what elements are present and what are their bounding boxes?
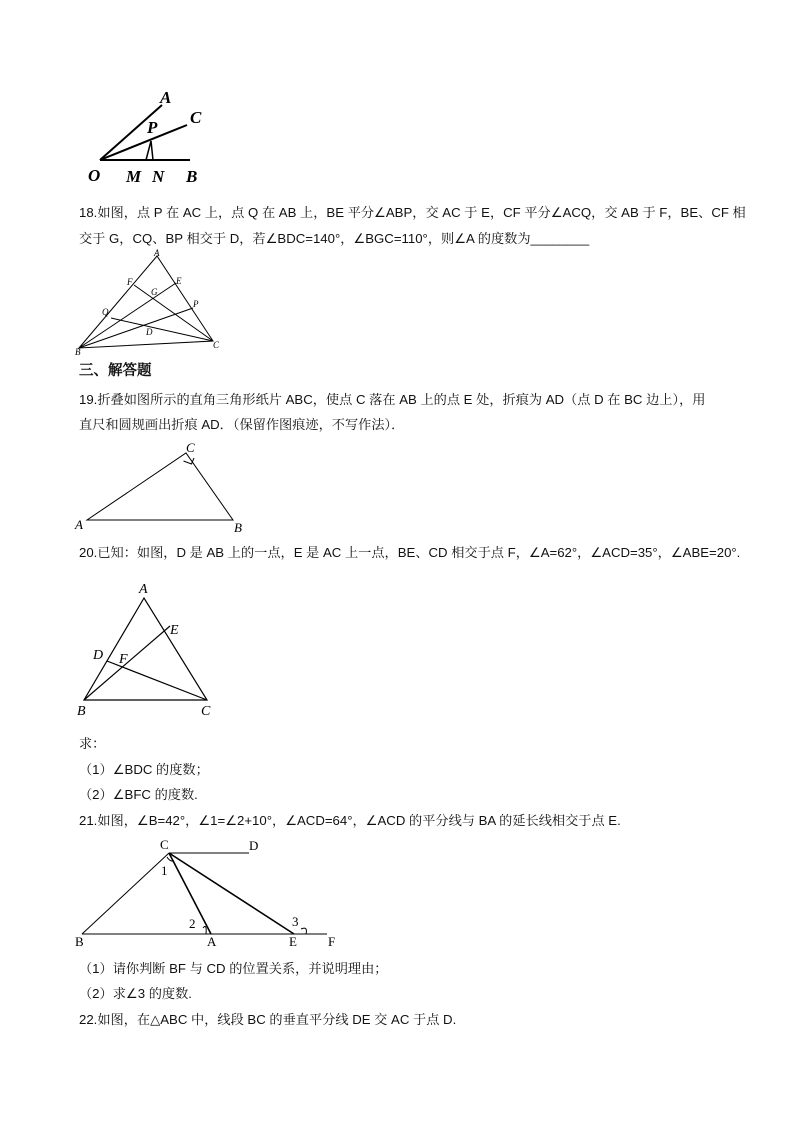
angle-2-arc (203, 926, 206, 934)
label-3: 3 (292, 914, 299, 929)
label-P: P (147, 118, 158, 137)
question-21-line-1: 21.如图，∠B=42°，∠1=∠2+10°，∠ACD=64°，∠ACD 的平分线与 BA 的延长线相交于点 E. (79, 813, 621, 828)
label-E: E (170, 623, 179, 638)
label-A: A (160, 88, 172, 107)
question-18-line-2: 交于 G，CQ、BP 相交于 D，若∠BDC=140°，∠BGC=110°，则∠A 的度数为________ (79, 231, 590, 246)
label-B: B (75, 347, 81, 357)
question-20-sub-1: （1）∠BDC 的度数； (79, 762, 209, 777)
question-20-sub-2: （2）∠BFC 的度数. (79, 787, 198, 802)
label-F: F (127, 277, 133, 287)
label-C: C (213, 340, 220, 350)
question-20-line-1: 20.已知：如图，D 是 AB 上的一点，E 是 AC 上一点，BE、CD 相交于点 F，∠A=62°，∠ACD=35°，∠ABE=20°. (79, 545, 741, 560)
section-3-title: 三、解答题 (79, 363, 152, 379)
label-M: M (126, 167, 142, 186)
triangle-ABC (87, 453, 233, 520)
label-N: N (152, 167, 165, 186)
label-B: B (77, 704, 86, 719)
label-P: P (193, 299, 199, 309)
label-E: E (176, 276, 182, 286)
label-F: F (328, 934, 336, 949)
segment-PM (146, 141, 151, 160)
label-D: D (249, 838, 259, 853)
label-C: C (186, 440, 195, 455)
segment-BE (79, 283, 176, 348)
question-19-line-1: 19.折叠如图所示的直角三角形纸片 ABC，使点 C 落在 AB 上的点 E 处，折痕为 AD（点 D 在 BC 边上），用 (79, 392, 706, 407)
label-B: B (186, 167, 198, 186)
right-angle-mark (184, 458, 195, 464)
label-1: 1 (161, 863, 168, 878)
question-22-line-1: 22.如图，在△ABC 中，线段 BC 的垂直平分线 DE 交 AC 于点 D. (79, 1012, 457, 1027)
label-D: D (93, 648, 104, 663)
label-2: 2 (189, 916, 196, 931)
figure-17-angle-diagram (80, 85, 220, 190)
angle-3-arc (301, 928, 306, 934)
question-21-sub-2: （2）求∠3 的度数. (79, 986, 192, 1001)
figure-18-triangle-diagram (72, 248, 232, 358)
question-20-ask: 求： (79, 736, 106, 751)
segment-CB (82, 853, 169, 934)
label-Q: Q (102, 307, 109, 317)
label-E: E (289, 934, 297, 949)
label-A: A (139, 582, 148, 597)
label-C: C (201, 704, 211, 719)
question-21-sub-1: （1）请你判断 BF 与 CD 的位置关系，并说明理由； (79, 961, 388, 976)
segment-PN (151, 141, 153, 160)
label-A: A (154, 248, 160, 258)
label-A: A (207, 934, 217, 949)
label-B: B (234, 520, 242, 535)
question-19-line-2: 直尺和圆规画出折痕 AD．（保留作图痕迹，不写作法）． (79, 417, 405, 432)
label-A: A (75, 517, 83, 532)
figure-20-triangle-diagram (72, 578, 232, 723)
label-C: C (190, 108, 202, 127)
ray-OC (100, 125, 187, 160)
segment-CE (169, 853, 294, 934)
label-D: D (146, 327, 153, 337)
label-C: C (160, 837, 169, 852)
segment-CQ (111, 318, 213, 341)
figure-19-right-triangle (72, 440, 252, 540)
label-G: G (151, 287, 158, 297)
label-B: B (75, 934, 84, 949)
label-O: O (88, 166, 101, 185)
label-F: F (119, 652, 128, 667)
question-18-line-1: 18.如图，点 P 在 AC 上，点 Q 在 AB 上，BE 平分∠ABP，交 AC 于 E，CF 平分∠ACQ，交 AB 于 F，BE、CF 相 (79, 205, 746, 220)
figure-21-diagram (70, 832, 350, 957)
